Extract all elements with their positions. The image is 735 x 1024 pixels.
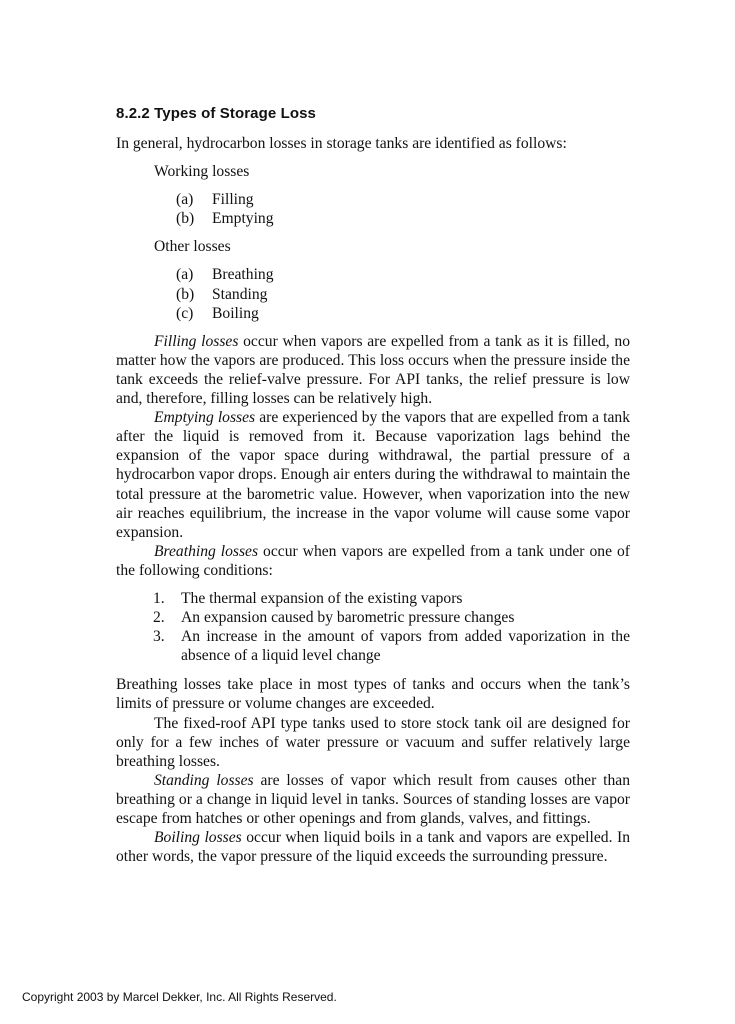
filling-losses-term: Filling losses [154,332,239,350]
other-losses-list [176,265,630,322]
working-losses-label: Working losses [154,163,250,181]
list-item-text: Breathing [212,266,274,284]
list-item [176,285,630,304]
list-item-text: The thermal expansion of the existing vapors [181,589,463,607]
list-item-text: An increase in the amount of vapors from added vaporization in the absence of a liquid level change [181,628,630,665]
list-marker: (b) [176,285,195,303]
list-item-text: Boiling [212,304,259,322]
list-item [153,608,630,627]
list-item [176,304,630,323]
breathing-conditions-list [153,589,630,665]
list-item [153,589,630,608]
list-item [153,627,630,665]
emptying-losses-paragraph [116,408,630,542]
standing-losses-text: are losses of vapor which result from causes other than breathing or a change in liquid level in tanks. Sources of standing losses are vapor escape from hatches or other openings and from glands, valves, and fittings. [116,771,631,827]
list-marker: (c) [176,304,194,322]
list-item [176,209,630,228]
list-item-text: Emptying [212,210,274,228]
breathing-losses-term: Breathing losses [154,542,259,560]
copyright-footer: Copyright 2003 by Marcel Dekker, Inc. All Rights Reserved. [22,990,337,1004]
list-marker: 3. [153,628,165,646]
page-content [116,104,630,866]
boiling-losses-text: occur when liquid boils in a tank and vapors are expelled. In other words, the vapor pressure of the liquid exceeds the surrounding pressure. [116,829,630,866]
list-item [176,190,630,209]
list-item-text: An expansion caused by barometric pressure changes [181,609,515,627]
list-item [176,265,630,284]
fixed-roof-paragraph: The fixed-roof API type tanks used to store stock tank oil are designed for only for a few inches of water pressure or vacuum and suffer relatively large breathing losses. [116,714,630,770]
emptying-losses-text: are experienced by the vapors that are expelled from a tank after the liquid is removed from it. Because vaporization lags behind the expansion of the vapor space during withdrawal, the partial pressure of a hydrocarbon vapor drops. Enough air enters during the withdrawal to maintain the total pressure at the barometric value. However, when vaporization into the new air reaches equilibrium, the increase in the vapor volume will cause some vapor expansion. [116,409,630,541]
list-item-text: Standing [212,285,268,303]
intro-paragraph: In general, hydrocarbon losses in storage tanks are identified as follows: [116,135,567,152]
filling-losses-text: occur when vapors are expelled from a tank as it is filled, no matter how the vapors are produced. This loss occurs when the pressure inside the tank exceeds the relief-valve pressure. For API tanks, the relief pressure is low and, therefore, filling losses can be relatively high. [116,332,630,408]
list-marker: (a) [176,191,194,209]
filling-losses-paragraph [116,332,630,408]
other-losses-label: Other losses [154,238,231,256]
section-heading: 8.2.2 Types of Storage Loss [116,105,316,122]
boiling-losses-term: Boiling losses [154,829,242,847]
boiling-losses-paragraph [116,828,630,866]
standing-losses-term: Standing losses [154,771,254,789]
list-marker: 1. [153,589,165,607]
emptying-losses-term: Emptying losses [154,409,256,427]
breathing-summary-paragraph: Breathing losses take place in most types of tanks and occurs when the tank’s limits of pressure or volume changes are exceeded. [116,676,630,713]
list-marker: (b) [176,210,195,228]
list-marker: 2. [153,609,165,627]
list-item-text: Filling [212,191,254,209]
breathing-losses-paragraph [116,542,630,580]
standing-losses-paragraph [116,771,630,828]
working-losses-list [176,190,630,228]
list-marker: (a) [176,266,194,284]
breathing-losses-text: occur when vapors are expelled from a tank under one of the following conditions: [116,542,630,579]
